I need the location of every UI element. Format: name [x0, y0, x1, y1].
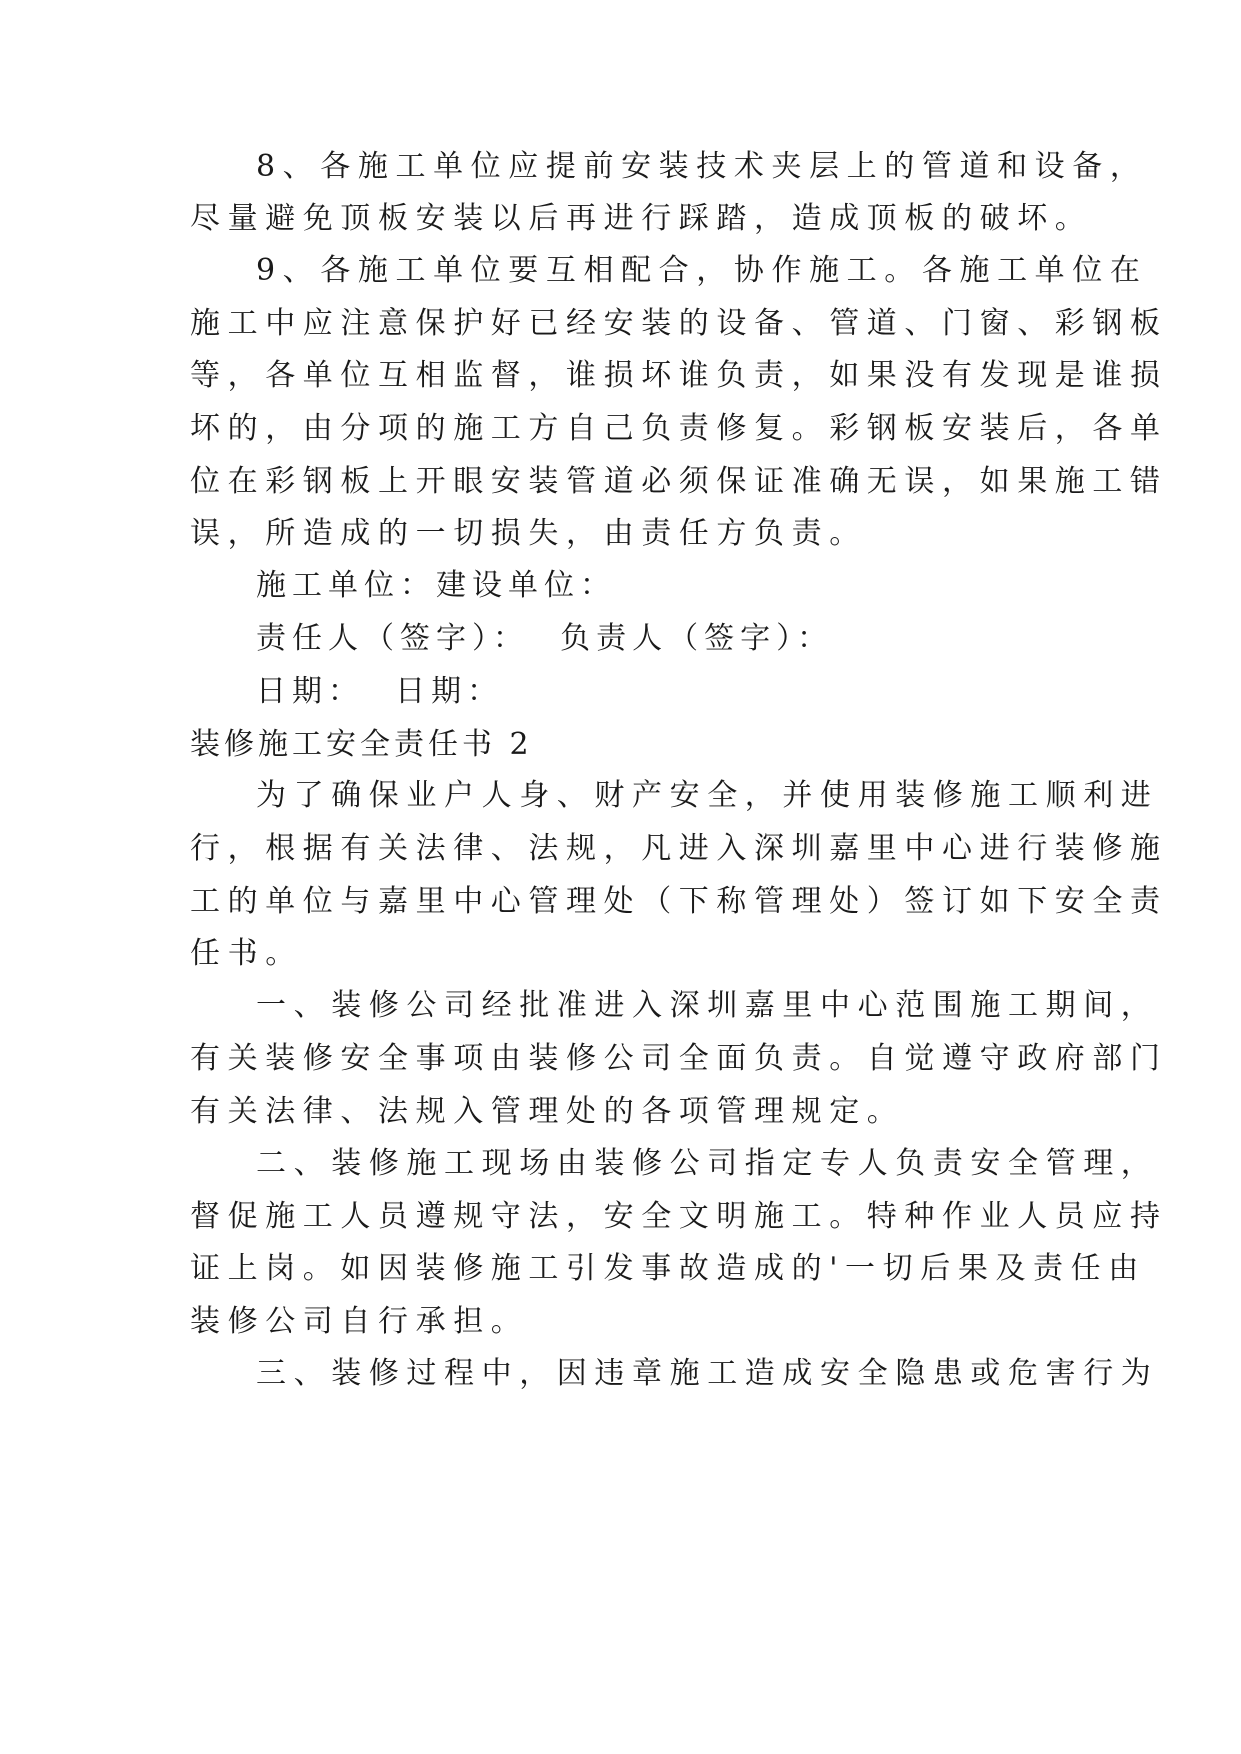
intro-line-1: 为了确保业户人身、财产安全，并使用装修施工顺利进: [256, 778, 1159, 813]
clause-1-line-3: 有关法律、法规入管理处的各项管理规定。: [190, 1094, 905, 1129]
paragraph-9-line-1: 9、各施工单位要互相配合，协作施工。各施工单位在: [256, 253, 1148, 288]
clause-2-line-4: 装修公司自行承担。: [190, 1304, 529, 1339]
signature-dates-line: 日期： 日期：: [256, 674, 504, 709]
paragraph-9-line-3: 等，各单位互相监督，谁损坏谁负责，如果没有发现是谁损: [190, 358, 1168, 393]
signature-persons-line: 责任人（签字）： 负责人（签字）：: [256, 621, 834, 656]
clause-2-line-1: 二、装修施工现场由装修公司指定专人负责安全管理，: [256, 1146, 1159, 1181]
paragraph-9-line-4: 坏的，由分项的施工方自己负责修复。彩钢板安装后，各单: [190, 411, 1168, 446]
clause-1-line-1: 一、装修公司经批准进入深圳嘉里中心范围施工期间，: [256, 988, 1159, 1023]
intro-line-4: 任书。: [190, 936, 303, 971]
clause-1-line-2: 有关装修安全事项由装修公司全面负责。自觉遵守政府部门: [190, 1041, 1168, 1076]
paragraph-8-line-1: 8、各施工单位应提前安装技术夹层上的管道和设备，: [256, 149, 1148, 184]
intro-line-3: 工的单位与嘉里中心管理处（下称管理处）签订如下安全责: [190, 884, 1168, 919]
intro-line-2: 行，根据有关法律、法规，凡进入深圳嘉里中心进行装修施: [190, 831, 1168, 866]
signature-units-line: 施工单位：建设单位：: [256, 568, 616, 603]
paragraph-9-line-2: 施工中应注意保护好已经安装的设备、管道、门窗、彩钢板: [190, 306, 1168, 341]
section-title: 装修施工安全责任书 2: [190, 727, 533, 762]
clause-2-line-2: 督促施工人员遵规守法，安全文明施工。特种作业人员应持: [190, 1199, 1168, 1234]
clause-3-line-1: 三、装修过程中，因违章施工造成安全隐患或危害行为: [256, 1356, 1159, 1391]
clause-2-line-3: 证上岗。如因装修施工引发事故造成的'一切后果及责任由: [190, 1251, 1146, 1286]
paragraph-8-line-2: 尽量避免顶板安装以后再进行踩踏，造成顶板的破坏。: [190, 201, 1093, 236]
paragraph-9-line-6: 误，所造成的一切损失，由责任方负责。: [190, 516, 867, 551]
paragraph-9-line-5: 位在彩钢板上开眼安装管道必须保证准确无误，如果施工错: [190, 464, 1168, 499]
